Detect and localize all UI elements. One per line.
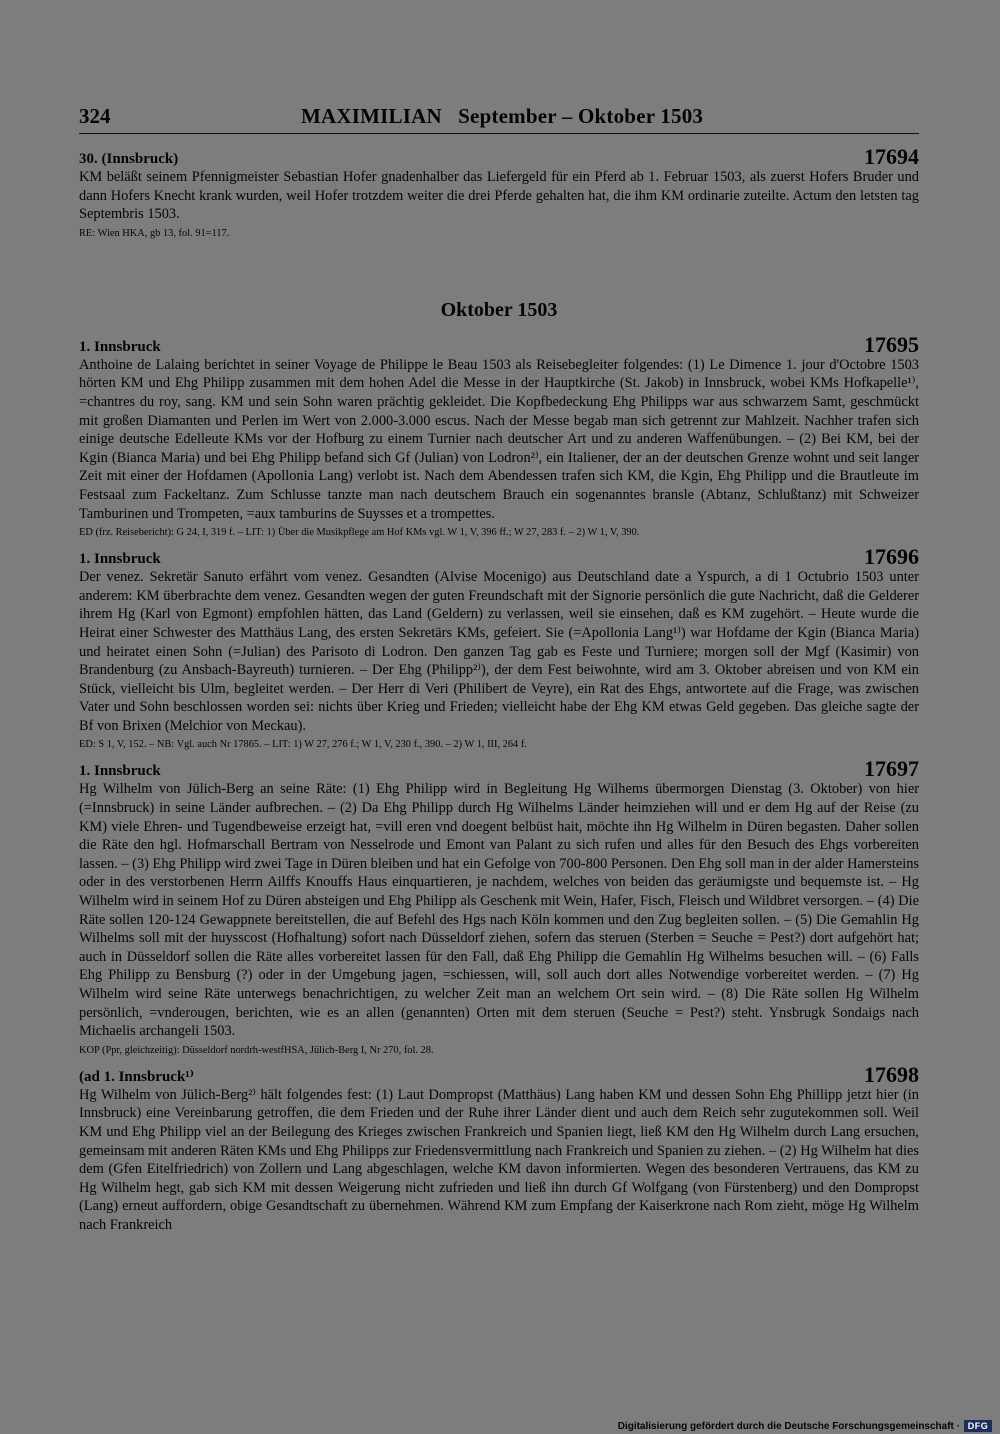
entry-place: 1. Innsbruck [79, 763, 161, 780]
entry-source-note: KOP (Ppr, gleichzeitig): Düsseldorf nordrh-westfHSA, Jülich-Berg I, Nr 270, fol. 28. [79, 1044, 434, 1056]
running-header [79, 104, 919, 134]
entry-text: KM beläßt seinem Pfennigmeister Sebastian Hofer gnadenhalber das Liefergeld für ein Pferd ab 1. Februar 1503, als zuerst Hofers Bruder und dann Hofers Knecht krank wurden, weil Hofer trotzdem weiter die drei Pferde gehalten hat, die ihm KM ordinarie zuteilte. Actum den letsten tag Septembris 1503. [79, 169, 919, 223]
entry-number: 17697 [864, 756, 919, 782]
entry-place: 1. Innsbruck [79, 551, 161, 568]
entry-number: 17694 [864, 144, 919, 169]
entry-text: Der venez. Sekretär Sanuto erfährt vom venez. Gesandten (Alvise Mocenigo) aus Deutschland date a Yspurch, a di 1 Octubrio 1503 unter anderem: KM überbrachte dem venez. Gesandten wegen der guten Freundschaft mit der Signorie persönlich die gute Nachricht, daß die Gelderer ihrem Hg (Karl von Egmont) empfohlen hätten, das Land (Geldern) zu verlassen, weil sie einsehen, daß es KM zugehört. – Heute wurde die Heirat einer Schwester des Matthäus Lang, des ersten Sekretärs KMs, gefeiert. Sie (=Apollonia Lang¹⁾) war Hofdame der Kgin (Bianca Maria) und heiratet einen Sohn (=Julian) des Parisoto di Lodron. Den ganzen Tag gab es Feste und Turniere; morgen soll der Mgf (Kasimir) von Brandenburg (zu Ansbach-Bayreuth) turnieren. – Der Ehg (Philipp²⁾), der dem Fest beiwohnte, wird am 3. Oktober abreisen und von KM ein Stück, vielleicht bis Ulm, begleitet werden. – Der Herr di Veri (Philibert de Veyre), ein Rat des Ehgs, antwortete auf die Frage, was zwischen Vater und Sohn beschlossen worden sei: nichts über Krieg und Frieden; vielleicht habe der Ehg KM etwas Geld gegeben. Das gleiche sagte der Bf von Brixen (Melchior von Meckau). [79, 569, 919, 734]
entry-source-note: RE: Wien HKA, gb 13, fol. 91=117. [79, 227, 230, 239]
digitization-footer [618, 1420, 992, 1432]
entry-source-note: ED: S 1, V, 152. – NB: Vgl. auch Nr 17865. – LIT: 1) W 27, 276 f.; W 1, V, 230 f., 390. – 2) W 1, III, 264 f. [79, 739, 527, 751]
register-entry-17697 [79, 758, 919, 1056]
footer-credit: Digitalisierung gefördert durch die Deutsche Forschungsgemeinschaft · [617, 1420, 960, 1432]
entry-number: 17695 [864, 331, 919, 357]
dfg-logo: DFG [964, 1420, 992, 1432]
register-entry-17698 [79, 1061, 919, 1235]
register-entry-17696 [79, 546, 919, 751]
entry-number: 17698 [864, 1061, 919, 1087]
page-number: 324 [79, 104, 111, 128]
entry-source-note: ED (frz. Reisebericht): G 24, I, 319 f. – LIT: 1) Über die Musikpflege am Hof KMs vgl. W 1, V, 396 ff.; W 27, 283 f. – 2) W 1, V, 390. [79, 527, 640, 539]
entry-text: Hg Wilhelm von Jülich-Berg²⁾ hält folgendes fest: (1) Laut Dompropst (Matthäus) Lang haben KM und dessen Sohn Ehg Phillipp jetzt hier (in Innsbruck) eine Vereinbarung getroffen, die dem Frieden und der Ruhe ihrer Länder dient und auch dem Reich sehr zugutekommen soll. Weil KM und Ehg Philipp viel an der Beilegung des Krieges zwischen Frankreich und Spanien liegt, ließ KM den Hg Wilhelm durch Lang ersuchen, gemeinsam mit anderen Räten KMs und Ehg Philipps zur Friedensvermittlung nach Frankreich und Spanien zu ziehen. – (2) Hg Wilhelm hat dies dem (Gfen Eitelfriedrich) von Zollern und Lang abgeschlagen, welche KM davon informierten. Wegen des besonderen Vertrauens, das KM zu Hg Wilhelm hegt, gab sich KM mit dessen Weigerung nicht zufrieden und ließ ihn durch Gf Wolfgang (von Fürstenberg) und den Dompropst (Lang) erneut auffordern, obige Gesandtschaft zu übernehmen. Während KM zum Empfang der Kaiserkrone nach Rom zieht, möge Hg Wilhelm nach Frankreich [79, 1086, 919, 1233]
month-heading: Oktober 1503 [440, 298, 558, 321]
entry-number: 17696 [864, 544, 919, 570]
document-page [79, 104, 919, 1235]
entry-text: Hg Wilhelm von Jülich-Berg an seine Räte: (1) Ehg Philipp wird in Begleitung Hg Wilhems übermorgen Dienstag (3. Oktober) von hier (=Innsbruck) in seine Länder aufbrechen. – (2) Da Ehg Philipp durch Hg Wilhelms Länder heimziehen will und er dem Hg auf der Reise (zu KM) viele Ehren- und Tugendbeweise erzeigt hat, =vill eren vnd doegent belbüst hait, möchte ihn Hg Wilhelm in Düren begasten. Daher sollen die Räte den hgl. Hofmarschall Bertram von Nesselrode und Emont van Palant zu sich rufen und alles für den Besuch des Ehgs vorbereiten lassen. – (3) Ehg Philipp wird zwei Tage in Düren bleiben und hat ein Gefolge von 700-800 Personen. Den Ehg soll man in der alder Hamersteins oder in des verstorbenen Herrn Ailffs Knouffs Haus einquartieren, je nachdem, welches von beiden das geräumigste und bequemste ist. – Hg Wilhelm wird in seinem Hof zu Düren absteigen und Ehg Philipp als Geschenk mit Wein, Hafer, Fisch, Fleisch und Wildbret versorgen. – (4) Die Räte sollen 120-124 Gewappnete bereitstellen, die auf Befehl des Hgs nach Köln kommen und den Zug begleiten sollen. – (5) Die Gemahlin Hg Wilhelms soll mit der huysscost (Hofhaltung) sofort nach Düsseldorf ziehen, sofern das steruen (Sterben = Seuche = Pest?) dort aufgehört hat; auch in Düsseldorf sollen die Räte alles vorbereitet lassen für den Fall, daß Ehg Philipp die Gemahlin Hg Wilhelms besuchen will. – (6) Falls Ehg Philipp zu Bensburg (?) oder in der Umgebung jagen, =schiessen, will, soll auch dort alles Notwendige vorbereitet werden. – (7) Hg Wilhelm wird seine Räte unterwegs benachrichtigen, zu welcher Zeit man an welchem Ort sein wird. – (8) Die Räte sollen Hg Wilhelm persönlich, =vnderougen, berichten, wie es an allen (genannten) Orten mit dem steruen (Seuche = Pest?) steht. Ynsbrugk Sondaigs nach Michaelis archangeli 1503. [79, 781, 919, 1040]
entry-text: Anthoine de Lalaing berichtet in seiner Voyage de Philippe le Beau 1503 als Reisebegleiter folgendes: (1) Le Dimence 1. jour d'Octobre 1503 hörten KM und Ehg Philipp zusammen mit dem hohen Adel die Messe in der Hauptkirche (St. Jakob) in Innsbruck, wobei KMs Hofkapelle¹⁾, =chantres du roy, sang. KM und sein Sohn waren prächtig gekleidet. Die Kopfbedeckung Ehg Philipps war aus schwarzem Samt, geschmückt mit großen Diamanten und Perlen im Wert von 2.000-3.000 escus. Nach der Messe begab man sich getrennt zur Mahlzeit. Nachher trafen sich einige deutsche Edelleute KMs vor der Hofburg zu einem Turnier nach deutscher Art und zu anderen Waffenübungen. – (2) Bei KM, bei der Kgin (Bianca Maria) und bei Ehg Philipp befand sich Gf (Julian) von Lodron²⁾, ein Italiener, der an der deutschen Grenze wohnt und seit langer Zeit mit einer der Hofdamen (Apollonia Lang) verlobt ist. Nach dem Abendessen trafen sich KM, die Kgin, Ehg Philipp und die Brautleute im Festsaal zum Fackeltanz. Zum Schlusse tanzte man nach deutschem Brauch ein sogenanntes bransle (Abtanz, Schlußtanz) mit Schweizer Tamburinen und Trompeten, =aux tamburins de Suysses et a trompettes. [79, 356, 919, 522]
entry-place: 30. (Innsbruck) [79, 151, 179, 167]
entry-place: (ad 1. Innsbruck¹⁾ [79, 1068, 195, 1085]
register-entry-17695 [79, 331, 919, 539]
entry-place: 1. Innsbruck [79, 338, 161, 355]
register-entry-17694 [79, 146, 919, 240]
running-title: MAXIMILIAN September – Oktober 1503 [301, 104, 704, 128]
